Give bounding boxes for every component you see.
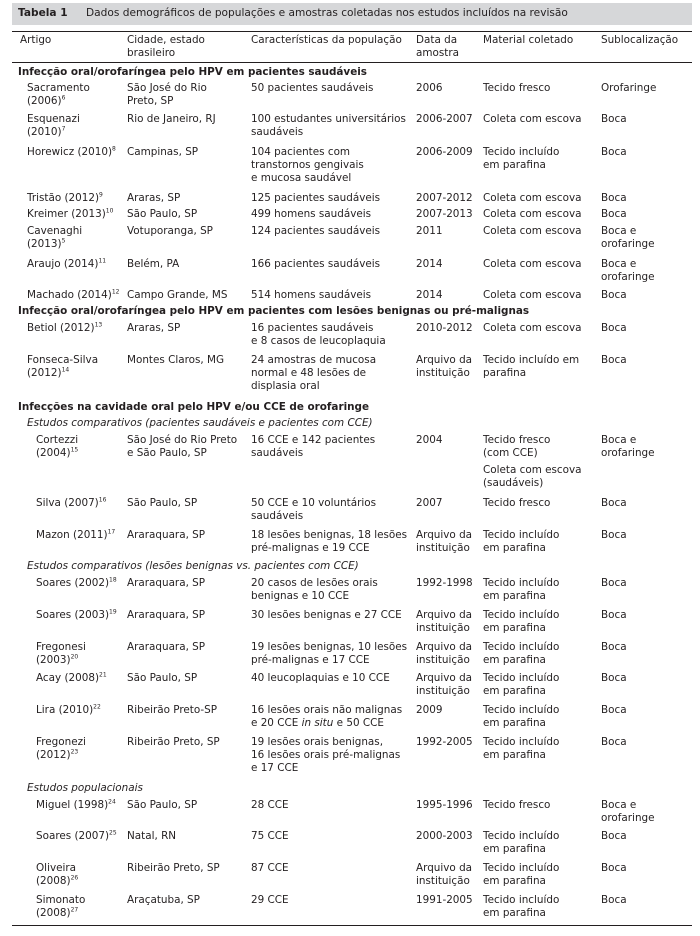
cell-material: Tecido incluído (483, 609, 560, 621)
cell-material: Coleta com escova (483, 192, 582, 204)
cell-cidade: Araraquara, SP (127, 609, 206, 621)
cell-sublocalizacao: Boca (601, 146, 627, 158)
header-artigo: Artigo (20, 34, 52, 46)
cell-data-2: instituição (416, 875, 470, 887)
cell-caracteristicas-3: e mucosa saudável (251, 172, 352, 184)
cell-material: Coleta com escova (483, 208, 582, 220)
cell-cidade: São José do Rio Preto (127, 434, 238, 446)
cell-caracteristicas: 29 CCE (251, 894, 289, 906)
cell-artigo: Fregonezi (36, 736, 86, 748)
cell-data: 2014 (416, 289, 443, 301)
header-caracteristicas: Características da população (251, 34, 402, 46)
cell-caracteristicas: 125 pacientes saudáveis (251, 192, 381, 204)
cell-caracteristicas-3: e 17 CCE (251, 762, 299, 774)
cell-cidade: Ribeirão Preto, SP (127, 736, 220, 748)
cell-cidade: Araraquara, SP (127, 641, 206, 653)
cell-artigo: Soares $(2003)^{19}$ (36, 608, 117, 621)
cell-data: 2007 (416, 497, 443, 509)
header-material: Material coletado (483, 34, 574, 46)
cell-caracteristicas: 28 CCE (251, 799, 289, 811)
cell-sublocalizacao: Boca e (601, 799, 637, 811)
cell-material: Coleta com escova (483, 113, 582, 125)
cell-cidade: Campinas, SP (127, 146, 199, 158)
cell-artigo-2: $(2010)^7$ (27, 125, 66, 138)
cell-caracteristicas: 100 estudantes universitários (251, 113, 406, 125)
cell-material: Tecido incluído (483, 529, 560, 541)
cell-sublocalizacao-2: orofaringe (601, 447, 655, 459)
cell-caracteristicas-2: transtornos gengivais (251, 159, 364, 171)
cell-cidade: São José do Rio (127, 82, 207, 94)
caption-label: Tabela 1 (18, 7, 68, 19)
cell-material: Tecido fresco (483, 434, 551, 446)
cell-material: Tecido incluído (483, 146, 560, 158)
cell-material-2: em parafina (483, 749, 546, 761)
cell-caracteristicas: 30 lesões benignas e 27 CCE (251, 609, 402, 621)
cell-caracteristicas-2: saudáveis (251, 126, 304, 138)
cell-caracteristicas: 50 CCE e 10 voluntários (251, 497, 377, 509)
cell-artigo-2: $(2006)^6$ (27, 94, 66, 107)
cell-artigo-2: $(2012)^{23}$ (36, 748, 79, 761)
cell-data-2: instituição (416, 367, 470, 379)
cell-artigo: Silva $(2007)^{16}$ (36, 496, 107, 509)
cell-material: Tecido incluído em (483, 354, 580, 366)
cell-caracteristicas: 514 homens saudáveis (251, 289, 372, 301)
cell-caracteristicas: 499 homens saudáveis (251, 208, 372, 220)
cell-sublocalizacao: Boca (601, 354, 627, 366)
cell-artigo: Oliveira (36, 862, 77, 874)
section-heading-2: Infecção oral/orofaríngea pelo HPV em pacientes com lesões benignas ou pré-malignas (18, 305, 530, 317)
cell-caracteristicas-2: saudáveis (251, 510, 304, 522)
cell-data: 2007-2013 (416, 208, 473, 220)
cell-cidade: Araras, SP (127, 192, 181, 204)
cell-material: Tecido incluído (483, 894, 560, 906)
cell-data: 2009 (416, 704, 443, 716)
cell-caracteristicas-2: 16 lesões orais pré-malignas (251, 749, 401, 761)
cell-material-2: em parafina (483, 717, 546, 729)
cell-caracteristicas-3: displasia oral (251, 380, 320, 392)
cell-artigo-2: $(2008)^{26}$ (36, 874, 79, 887)
cell-sublocalizacao: Boca (601, 529, 627, 541)
cell-caracteristicas: 16 CCE e 142 pacientes (251, 434, 376, 446)
cell-artigo: Simonato (36, 894, 86, 906)
cell-artigo: Machado $(2014)^{12}$ (27, 288, 120, 301)
cell-sublocalizacao-2: orofaringe (601, 271, 655, 283)
cell-caracteristicas-2: pré-malignas e 19 CCE (251, 542, 370, 554)
cell-caracteristicas: 50 pacientes saudáveis (251, 82, 374, 94)
cell-cidade: Votuporanga, SP (127, 225, 213, 237)
cell-caracteristicas-2: e 20 CCE in situ e 50 CCE (251, 717, 384, 729)
cell-caracteristicas-2: pré-malignas e 17 CCE (251, 654, 370, 666)
cell-material: Tecido incluído (483, 577, 560, 589)
cell-data: Arquivo da (416, 862, 473, 874)
cell-artigo: Cavenaghi (27, 225, 83, 237)
cell-data: 2004 (416, 434, 443, 446)
cell-cidade: Araçatuba, SP (127, 894, 200, 906)
ref-sup: 6 (61, 94, 66, 102)
cell-material-2: em parafina (483, 654, 546, 666)
cell-material: Tecido incluído (483, 672, 560, 684)
cell-material-2: em parafina (483, 875, 546, 887)
cell-caracteristicas-2: saudáveis (251, 447, 304, 459)
cell-material-2: em parafina (483, 685, 546, 697)
cell-artigo: Acay $(2008)^{21}$ (36, 671, 107, 684)
cell-sublocalizacao: Boca (601, 192, 627, 204)
cell-material-2: em parafina (483, 590, 546, 602)
section-heading-1: Infecção oral/orofaríngea pelo HPV em pacientes saudáveis (18, 66, 367, 78)
cell-material: Tecido incluído (483, 736, 560, 748)
cell-data: 2011 (416, 225, 443, 237)
cell-material-2: em parafina (483, 622, 546, 634)
subsection-heading-1: Estudos comparativos (pacientes saudáveis e pacientes com CCE) (27, 417, 373, 429)
cell-data: Arquivo da (416, 641, 473, 653)
cell-material-2: (com CCE) (483, 447, 538, 459)
cell-artigo: Araujo $(2014)^{11}$ (27, 257, 107, 270)
cell-artigo-2: $(2012)^{14}$ (27, 366, 70, 379)
cell-cidade: Araras, SP (127, 322, 181, 334)
cell-data: 1995-1996 (416, 799, 473, 811)
cell-artigo: Esquenazi (27, 113, 80, 125)
cell-material: Coleta com escova (483, 322, 582, 334)
cell-caracteristicas-2: benignas e 10 CCE (251, 590, 350, 602)
cell-caracteristicas: 87 CCE (251, 862, 289, 874)
cell-sublocalizacao: Boca (601, 208, 627, 220)
cell-artigo-2: $(2008)^{27}$ (36, 906, 79, 919)
cell-data: 2006-2007 (416, 113, 473, 125)
cell-cidade: São Paulo, SP (127, 799, 198, 811)
cell-data: 2014 (416, 258, 443, 270)
cell-caracteristicas: 24 amostras de mucosa (251, 354, 377, 366)
subsection-heading-2: Estudos comparativos (lesões benignas vs. pacientes com CCE) (27, 560, 359, 572)
cell-artigo: Fonseca-Silva (27, 354, 99, 366)
cell-artigo: Horewicz $(2010)^8$ (27, 145, 116, 158)
cell-material-2: parafina (483, 367, 527, 379)
header-cidade: Cidade, estado (127, 34, 205, 46)
cell-sublocalizacao: Boca e (601, 434, 637, 446)
cell-data: Arquivo da (416, 609, 473, 621)
cell-artigo: Cortezzi (36, 434, 79, 446)
cell-artigo: Fregonesi (36, 641, 86, 653)
table-caption (12, 3, 692, 25)
cell-data: 2006-2009 (416, 146, 473, 158)
cell-sublocalizacao: Boca (601, 672, 627, 684)
cell-material: Coleta com escova (483, 225, 582, 237)
cell-material: Tecido incluído (483, 704, 560, 716)
cell-data: Arquivo da (416, 672, 473, 684)
cell-sublocalizacao: Boca (601, 830, 627, 842)
cell-sublocalizacao: Boca (601, 322, 627, 334)
cell-sublocalizacao: Boca (601, 641, 627, 653)
cell-sublocalizacao: Boca e (601, 258, 637, 270)
cell-data: Arquivo da (416, 354, 473, 366)
cell-sublocalizacao: Boca (601, 577, 627, 589)
cell-sublocalizacao: Boca (601, 736, 627, 748)
cell-artigo: Lira $(2010)^{22}$ (36, 703, 101, 716)
cell-material: Tecido incluído (483, 830, 560, 842)
cell-data-2: instituição (416, 622, 470, 634)
cell-cidade: São Paulo, SP (127, 497, 198, 509)
section-heading-3: Infecções na cavidade oral pelo HPV e/ou CCE de orofaringe (18, 401, 370, 413)
cell-artigo: Miguel $(1998)^{24}$ (36, 798, 116, 811)
cell-caracteristicas: 40 leucoplaquias e 10 CCE (251, 672, 390, 684)
cell-material: Tecido fresco (483, 799, 551, 811)
cell-data: 1991-2005 (416, 894, 473, 906)
header-bottom-rule (12, 62, 692, 63)
cell-material-2: em parafina (483, 542, 546, 554)
cell-material: Tecido incluído (483, 862, 560, 874)
cell-artigo: Betiol $(2012)^{13}$ (27, 321, 103, 334)
header-sublocalizacao: Sublocalização (601, 34, 679, 46)
cell-caracteristicas: 19 lesões benignas, 10 lesões (251, 641, 408, 653)
cell-cidade: Araraquara, SP (127, 529, 206, 541)
cell-artigo: Kreimer $(2013)^{10}$ (27, 207, 114, 220)
caption-text: Dados demográficos de populações e amostras coletadas nos estudos incluídos na revisão (86, 7, 568, 19)
cell-caracteristicas: 104 pacientes com (251, 146, 351, 158)
cell-sublocalizacao: Boca (601, 609, 627, 621)
header-data: Data da (416, 34, 458, 46)
cell-sublocalizacao-2: orofaringe (601, 812, 655, 824)
cell-data: 2000-2003 (416, 830, 473, 842)
cell-material: Coleta com escova (483, 258, 582, 270)
cell-cidade: Araraquara, SP (127, 577, 206, 589)
cell-sublocalizacao: Boca (601, 894, 627, 906)
cell-cidade: Ribeirão Preto, SP (127, 862, 220, 874)
cell-sublocalizacao: Boca (601, 113, 627, 125)
table-bottom-rule (12, 925, 692, 926)
cell-cidade-2: e São Paulo, SP (127, 447, 207, 459)
cell-sublocalizacao-2: orofaringe (601, 238, 655, 250)
cell-caracteristicas: 18 lesões benignas, 18 lesões (251, 529, 408, 541)
cell-cidade: Campo Grande, MS (127, 289, 228, 301)
cell-data-2: instituição (416, 685, 470, 697)
cell-artigo: Soares $(2007)^{25}$ (36, 829, 117, 842)
header-data-2: amostra (416, 47, 459, 59)
cell-caracteristicas: 124 pacientes saudáveis (251, 225, 381, 237)
cell-data: 2007-2012 (416, 192, 473, 204)
cell-artigo: Tristão $(2012)^9$ (27, 191, 103, 204)
cell-caracteristicas: 75 CCE (251, 830, 289, 842)
cell-caracteristicas: 16 lesões orais não malignas (251, 704, 403, 716)
cell-artigo: Soares $(2002)^{18}$ (36, 576, 117, 589)
cell-material: Tecido fresco (483, 497, 551, 509)
cell-data: 1992-2005 (416, 736, 473, 748)
cell-artigo: Mazon $(2011)^{17}$ (36, 528, 116, 541)
subsection-heading-3: Estudos populacionais (27, 782, 143, 794)
cell-sublocalizacao: Boca e (601, 225, 637, 237)
cell-material-2: em parafina (483, 907, 546, 919)
cell-material-3: Coleta com escova (483, 464, 582, 476)
cell-caracteristicas: 166 pacientes saudáveis (251, 258, 381, 270)
cell-material-2: em parafina (483, 159, 546, 171)
cell-material: Tecido incluído (483, 641, 560, 653)
cell-data: 1992-1998 (416, 577, 473, 589)
cell-sublocalizacao: Boca (601, 289, 627, 301)
cell-data-2: instituição (416, 654, 470, 666)
cell-cidade-2: Preto, SP (127, 95, 174, 107)
cell-caracteristicas-2: e 8 casos de leucoplaquia (251, 335, 386, 347)
cell-cidade: Belém, PA (127, 258, 180, 270)
cell-cidade: Natal, RN (127, 830, 177, 842)
cell-artigo: Sacramento (27, 82, 90, 94)
cell-caracteristicas: 20 casos de lesões orais (251, 577, 378, 589)
cell-sublocalizacao: Boca (601, 497, 627, 509)
cell-artigo-2: $(2004)^{15}$ (36, 446, 79, 459)
cell-cidade: São Paulo, SP (127, 672, 198, 684)
cell-cidade: Montes Claros, MG (127, 354, 225, 366)
cell-data: 2006 (416, 82, 443, 94)
cell-material: Coleta com escova (483, 289, 582, 301)
cell-data: Arquivo da (416, 529, 473, 541)
header-top-rule (12, 31, 692, 32)
cell-caracteristicas: 19 lesões orais benignas, (251, 736, 384, 748)
cell-data-2: instituição (416, 542, 470, 554)
cell-material-4: (saudáveis) (483, 477, 544, 489)
cell-cidade: Rio de Janeiro, RJ (127, 113, 216, 125)
cell-artigo-2: $(2013)^5$ (27, 237, 66, 250)
cell-artigo-2: $(2003)^{20}$ (36, 653, 79, 666)
cell-data: 2010-2012 (416, 322, 473, 334)
cell-cidade: Ribeirão Preto-SP (127, 704, 218, 716)
cell-cidade: São Paulo, SP (127, 208, 198, 220)
header-cidade-2: brasileiro (127, 47, 176, 59)
cell-caracteristicas: 16 pacientes saudáveis (251, 322, 374, 334)
cell-sublocalizacao: Boca (601, 862, 627, 874)
cell-sublocalizacao: Orofaringe (601, 82, 657, 94)
cell-material-2: em parafina (483, 843, 546, 855)
cell-sublocalizacao: Boca (601, 704, 627, 716)
cell-caracteristicas-2: normal e 48 lesões de (251, 367, 367, 379)
cell-material: Tecido fresco (483, 82, 551, 94)
